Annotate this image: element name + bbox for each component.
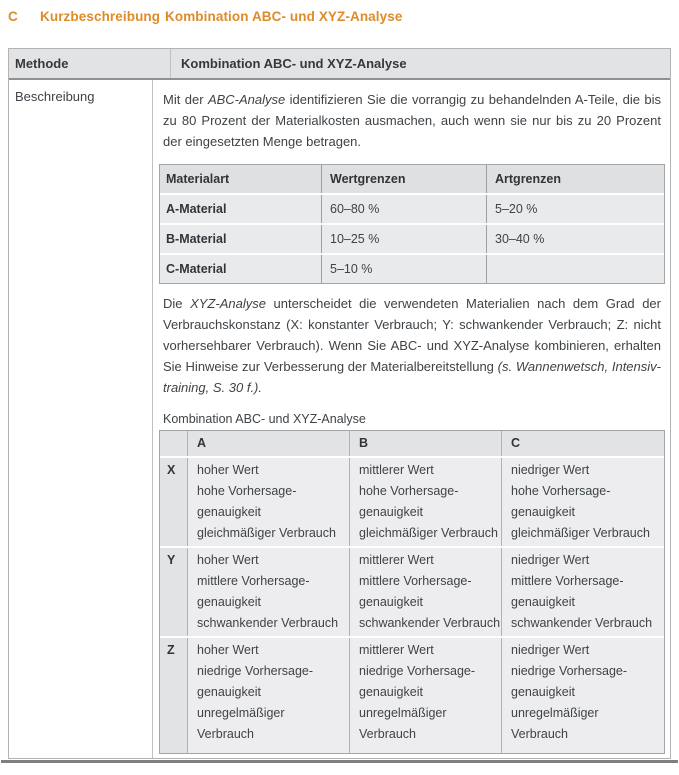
italic-source-reference: (s. Wannenwetsch, Intensiv-training, S. 30 f.). bbox=[163, 359, 661, 395]
chapter-title-subject: Kombination ABC- und XYZ-Analyse bbox=[165, 9, 403, 24]
cell-za: hoher Wert niedrige Vorhersage- genauigkeit unregelmäßiger Verbrauch bbox=[188, 638, 350, 753]
row-header-z: Z bbox=[160, 638, 188, 753]
method-table-header-row bbox=[9, 49, 670, 80]
cell-yb: mittlerer Wert mittlere Vorhersage- genauigkeit schwankender Verbrauch bbox=[350, 548, 502, 636]
header-cell-title: Kombination ABC- und XYZ-Analyse bbox=[181, 56, 407, 71]
table-row-c-material bbox=[160, 255, 664, 283]
col-header-artgrenzen: Artgrenzen bbox=[495, 172, 561, 186]
cell-materialart: A-Material bbox=[160, 195, 322, 223]
cell-zc: niedriger Wert niedrige Vorhersage- genauigkeit unregelmäßiger Verbrauch bbox=[502, 638, 664, 753]
col-header-b: B bbox=[350, 431, 502, 456]
table-row-y bbox=[160, 548, 664, 638]
table-row-a-material bbox=[160, 195, 664, 225]
paragraph-text: identifizieren Sie die vorrangig zu behandelnden A-Teile, die bis zu 80 Prozent der Materialkosten ausmachen, auch wenn sie nur bis zu 20 Prozent der eingesetzten Menge betragen. bbox=[163, 92, 661, 149]
cell-yc: niedriger Wert mittlere Vorhersage- genauigkeit schwankender Verbrauch bbox=[502, 548, 664, 636]
cell-wertgrenzen: 10–25 % bbox=[322, 225, 487, 253]
page-bottom-rule bbox=[1, 760, 678, 763]
chapter-title-kind: Kurzbeschreibung bbox=[40, 9, 161, 24]
italic-term-abc: ABC-Analyse bbox=[207, 92, 286, 107]
table-row-b-material bbox=[160, 225, 664, 255]
cell-wertgrenzen: 5–10 % bbox=[322, 255, 487, 283]
cell-ya: hoher Wert mittlere Vorhersage- genauigkeit schwankender Verbrauch bbox=[188, 548, 350, 636]
cell-zb: mittlerer Wert niedrige Vorhersage- genauigkeit unregelmäßiger Verbrauch bbox=[350, 638, 502, 753]
cell-artgrenzen bbox=[487, 255, 664, 283]
description-row-label: Beschreibung bbox=[9, 80, 153, 758]
header-cell-methode: Methode bbox=[9, 49, 171, 78]
description-content bbox=[153, 80, 670, 758]
col-header-a: A bbox=[188, 431, 350, 456]
paragraph-text: Die bbox=[163, 296, 191, 311]
italic-term-xyz: XYZ-Analyse bbox=[190, 296, 266, 311]
row-header-y: Y bbox=[160, 548, 188, 636]
corner-cell bbox=[160, 431, 188, 456]
paragraph-xyz-analyse bbox=[163, 293, 661, 398]
combination-header-row bbox=[160, 431, 664, 458]
chapter-index: C bbox=[8, 9, 18, 24]
paragraph-text: Mit der bbox=[163, 92, 208, 107]
table-row-z bbox=[160, 638, 664, 753]
col-header-c: C bbox=[502, 431, 664, 456]
document-page bbox=[0, 9, 679, 775]
material-table bbox=[159, 164, 665, 284]
method-table-body-row bbox=[9, 80, 670, 758]
cell-xc: niedriger Wert hohe Vorhersage- genauigkeit gleichmäßiger Verbrauch bbox=[502, 458, 664, 546]
combination-table-caption: Kombination ABC- und XYZ-Analyse bbox=[163, 412, 366, 426]
cell-artgrenzen: 30–40 % bbox=[495, 232, 545, 246]
cell-materialart: B-Material bbox=[160, 225, 322, 253]
col-header-materialart: Materialart bbox=[160, 165, 322, 193]
cell-materialart: C-Material bbox=[160, 255, 322, 283]
chapter-heading bbox=[8, 9, 679, 24]
cell-xa: hoher Wert hohe Vorhersage- genauigkeit gleichmäßiger Verbrauch bbox=[188, 458, 350, 546]
combination-table bbox=[159, 430, 665, 754]
material-table-header-row bbox=[160, 165, 664, 195]
col-header-wertgrenzen: Wertgrenzen bbox=[322, 165, 487, 193]
paragraph-text: unterscheidet die verwendeten Materialien nach dem Grad der Verbrauchskonstanz (X: konstanter Verbrauch; Y: schwankender Verbrauch; Z: nicht vorhersehbarer Verbrauch). Wenn Sie ABC- und XYZ-Analyse kombinieren, erhalten Sie Hinweise zur Verbesserung der Materialbereitstellung bbox=[163, 296, 661, 374]
paragraph-abc-analyse bbox=[163, 89, 661, 152]
method-table bbox=[8, 48, 671, 759]
table-row-x bbox=[160, 458, 664, 548]
cell-artgrenzen: 5–20 % bbox=[495, 202, 538, 216]
cell-wertgrenzen: 60–80 % bbox=[322, 195, 487, 223]
row-header-x: X bbox=[160, 458, 188, 546]
cell-xb: mittlerer Wert hohe Vorhersage- genauigkeit gleichmäßiger Verbrauch bbox=[350, 458, 502, 546]
